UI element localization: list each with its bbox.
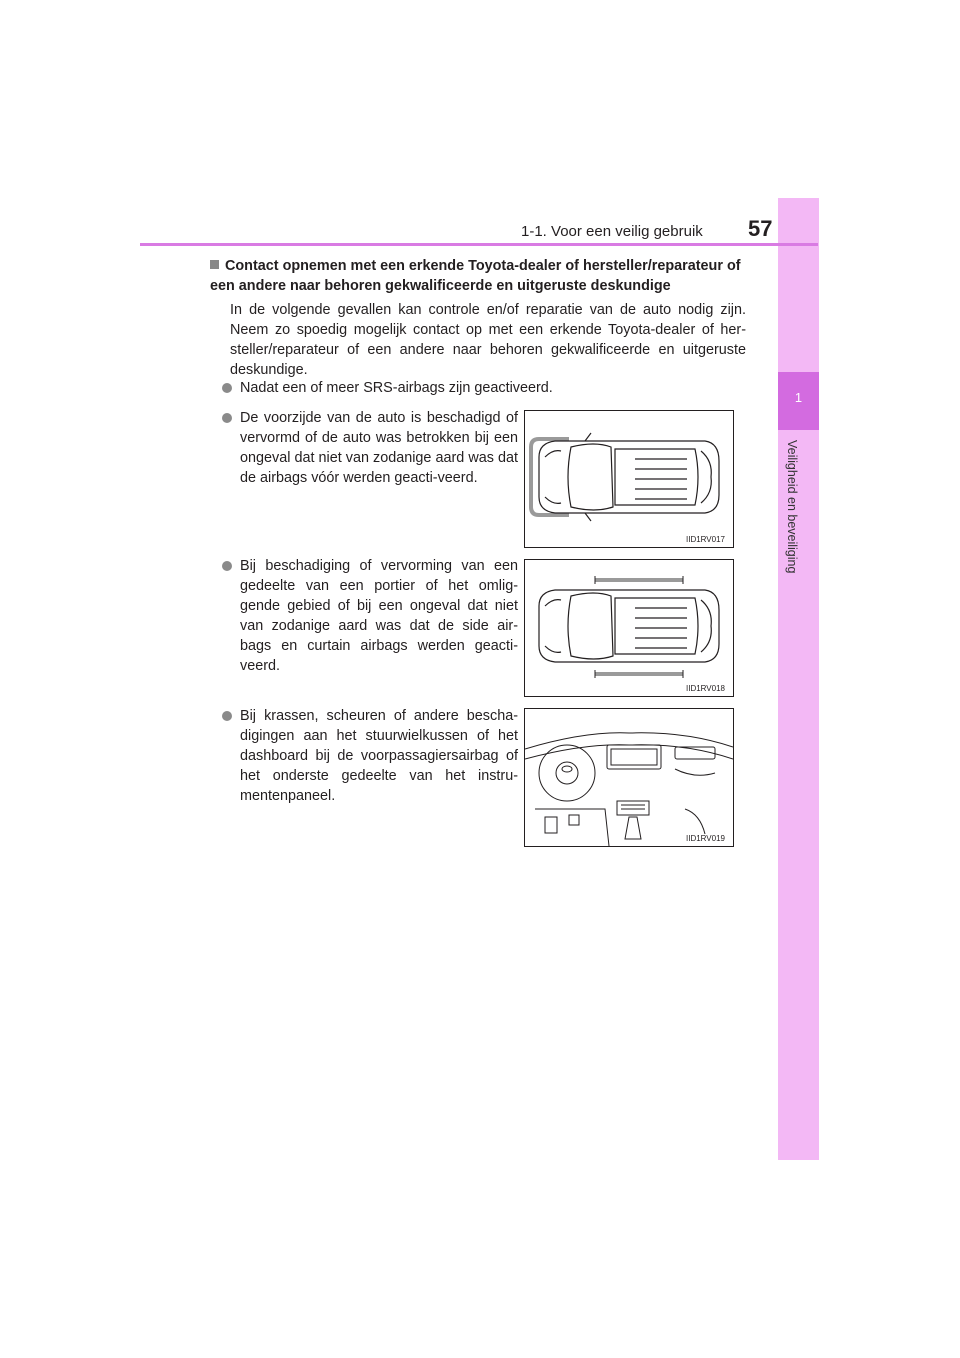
car-top-view-front-illustration xyxy=(525,411,733,547)
section-heading xyxy=(210,256,750,296)
list-item xyxy=(222,556,518,676)
chapter-label: Veiligheid en beveiliging xyxy=(785,440,799,574)
figure-dashboard xyxy=(524,708,734,847)
figure-front-damage xyxy=(524,410,734,548)
dashboard-illustration xyxy=(525,709,733,846)
bullet-icon xyxy=(222,383,232,393)
section-title: 1-1. Voor een veilig gebruik xyxy=(521,223,703,240)
list-item-text: Bij beschadiging of vervorming van een gedeelte van een portier of het omlig-gende gebied of bij een ongeval dat niet van zodanige aard was dat de side air-bags en curtain airbags werden geacti-veerd. xyxy=(240,558,518,674)
chapter-number: 1 xyxy=(794,390,803,405)
figure-code: IID1RV017 xyxy=(686,535,725,544)
list-item xyxy=(222,378,762,398)
figure-side-damage xyxy=(524,559,734,697)
square-bullet-icon xyxy=(210,260,219,269)
bullet-icon xyxy=(222,711,232,721)
bullet-icon xyxy=(222,413,232,423)
chapter-sidebar xyxy=(778,198,819,1160)
list-item-text: Nadat een of meer SRS-airbags zijn geactiveerd. xyxy=(240,380,553,396)
list-item xyxy=(222,408,518,488)
header-rule xyxy=(140,243,818,246)
list-item xyxy=(222,706,518,806)
heading-text: Contact opnemen met een erkende Toyota-dealer of hersteller/reparateur of een andere naar behoren gekwalificeerde en uitgeruste deskundige xyxy=(210,258,741,294)
bullet-icon xyxy=(222,561,232,571)
figure-code: IID1RV018 xyxy=(686,684,725,693)
car-top-view-side-illustration xyxy=(525,560,733,696)
list-item-text: Bij krassen, scheuren of andere bescha-digingen aan het stuurwielkussen of het dashboard bij de voorpassagiersairbag of het onderste gedeelte van het instru-mentenpaneel. xyxy=(240,708,518,804)
page-number: 57 xyxy=(748,216,773,241)
intro-paragraph: In de volgende gevallen kan controle en/of reparatie van de auto nodig zijn. Neem zo spoedig mogelijk contact op met een erkende Toyota-dealer of her-steller/reparateur of een andere naar behoren gekwalificeerde en uitgeruste deskundige. xyxy=(230,302,746,378)
list-item-text: De voorzijde van de auto is beschadigd of vervormd of de auto was betrokken bij een ongeval dat niet van zodanige aard was dat de airbags vóór werden geacti-veerd. xyxy=(240,410,518,486)
figure-code: IID1RV019 xyxy=(686,834,725,843)
